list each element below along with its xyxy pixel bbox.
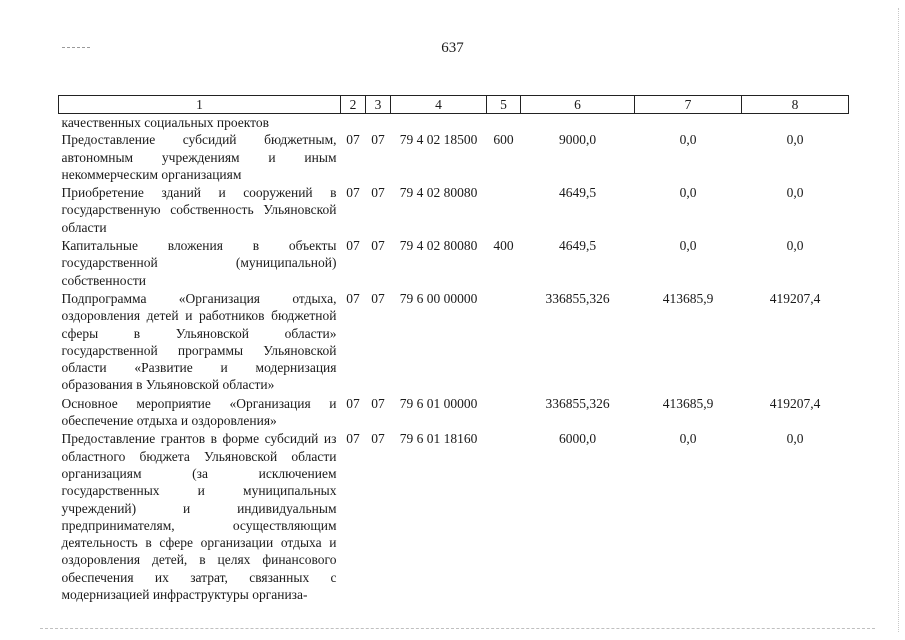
- row-name: Предоставление грантов в форме субсидий из областного бюджета Ульяновской области организациям (за исключением государственных и муниципальных учреждений) и индивидуальным предпринимателям, осуществляющим деятельность в сфере организации отдыха и оздоровления детей, в целях финансового обеспечения их затрат, связанных с модернизацией инфраструктуры организа-: [61, 431, 337, 603]
- row-csr: 79 4 02 80080: [399, 185, 478, 201]
- row-csr: 79 6 00 00000: [399, 290, 478, 306]
- row-rz: 07: [346, 238, 360, 254]
- table-row: [59, 290, 849, 395]
- header-col-2: 2: [341, 96, 366, 114]
- scan-edge-right: [898, 8, 899, 632]
- header-col-7: 7: [635, 96, 742, 114]
- row-year2: 413685,9: [662, 290, 714, 306]
- row-vr: [487, 290, 521, 395]
- row-name: Предоставление субсидий бюджетным, автономным учреждениям и иным некоммерческим организациям: [61, 132, 337, 182]
- row-year2: 0,0: [679, 185, 697, 201]
- row-year3: 0,0: [786, 238, 804, 254]
- row-year3: 419207,4: [769, 395, 821, 411]
- row-year1: 4649,5: [558, 238, 597, 254]
- row-csr: 79 6 01 00000: [399, 395, 478, 411]
- table-row: [59, 237, 849, 290]
- row-rz: 07: [346, 431, 360, 447]
- row-pr: 07: [371, 431, 385, 447]
- row-year1: 6000,0: [558, 431, 597, 447]
- row-csr: 79 6 01 18160: [399, 431, 478, 447]
- row-year1: 336855,326: [545, 290, 610, 306]
- header-col-8: 8: [742, 96, 849, 114]
- table-header: [59, 96, 849, 114]
- row-rz: 07: [346, 290, 360, 306]
- row-year3: 419207,4: [769, 290, 821, 306]
- row-pr: 07: [371, 395, 385, 411]
- table-row: [59, 131, 849, 184]
- row-year2: 0,0: [679, 431, 697, 447]
- scan-edge-bottom: [40, 628, 875, 629]
- row-name: Подпрограмма «Организация отдыха, оздоровления детей и работников бюджетной сферы в Ульяновской области» государственной программы Ульяновской области «Развитие и модернизация образования в Ульяновской области»: [61, 290, 337, 393]
- row-rz: 07: [346, 395, 360, 411]
- row-year3: 0,0: [786, 132, 804, 148]
- row-pr: 07: [371, 290, 385, 306]
- table-row-continuation: [59, 114, 849, 132]
- row-rz: 07: [346, 185, 360, 201]
- header-col-3: 3: [366, 96, 391, 114]
- row-pr: 07: [371, 185, 385, 201]
- page-number: 637: [441, 40, 464, 56]
- row-year2: 413685,9: [662, 395, 714, 411]
- header-col-1: 1: [59, 96, 341, 114]
- row-year1: 336855,326: [545, 395, 610, 411]
- header-col-6: 6: [521, 96, 635, 114]
- table-body: [59, 114, 849, 605]
- row-pr: 07: [371, 132, 385, 148]
- row-rz: 07: [346, 132, 360, 148]
- row-csr: 79 4 02 80080: [399, 238, 478, 254]
- continuation-text: качественных социальных проектов: [61, 115, 269, 130]
- row-year1: 9000,0: [558, 132, 597, 148]
- row-csr: 79 4 02 18500: [399, 132, 478, 148]
- row-year3: 0,0: [786, 431, 804, 447]
- row-pr: 07: [371, 238, 385, 254]
- row-name: Основное мероприятие «Организация и обеспечение отдыха и оздоровления»: [61, 395, 337, 429]
- header-col-5: 5: [487, 96, 521, 114]
- row-vr: 400: [493, 238, 514, 254]
- row-year2: 0,0: [679, 132, 697, 148]
- row-name: Капитальные вложения в объекты государственной (муниципальной) собственности: [61, 238, 337, 288]
- row-vr: [487, 430, 521, 604]
- budget-table: [58, 95, 849, 604]
- row-vr: [487, 184, 521, 237]
- row-vr: 600: [493, 132, 514, 148]
- row-vr: [487, 395, 521, 431]
- row-name: Приобретение зданий и сооружений в государственную собственность Ульяновской области: [61, 185, 337, 235]
- table-row: [59, 395, 849, 431]
- header-col-4: 4: [391, 96, 487, 114]
- row-year3: 0,0: [786, 185, 804, 201]
- table-row: [59, 430, 849, 604]
- row-year1: 4649,5: [558, 185, 597, 201]
- table-row: [59, 184, 849, 237]
- row-year2: 0,0: [679, 238, 697, 254]
